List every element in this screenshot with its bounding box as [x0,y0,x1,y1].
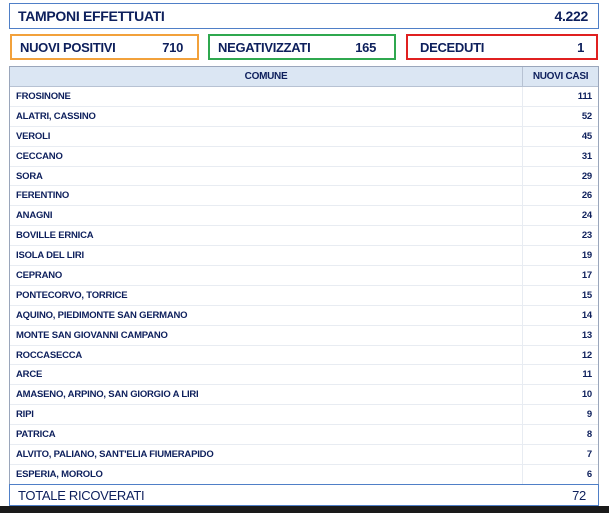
comune-cell: CEPRANO [10,266,523,286]
comune-cell: VEROLI [10,126,523,146]
nuovi-casi-cell: 52 [523,106,599,126]
comune-cell: ISOLA DEL LIRI [10,246,523,266]
table-row [10,345,598,365]
comune-cell: CECCANO [10,146,523,166]
nuovi-casi-cell: 11 [523,365,599,385]
comune-cell: ALATRI, CASSINO [10,106,523,126]
nuovi-casi-cell: 6 [523,464,599,484]
table-row [10,246,598,266]
table-row [10,87,598,107]
table-row [10,106,598,126]
table-row [10,266,598,286]
comune-cell: RIPI [10,405,523,425]
table-row [10,385,598,405]
nuovi-casi-cell: 15 [523,285,599,305]
negativizzati-value: 165 [355,39,376,55]
comuni-table [9,66,599,486]
nuovi-casi-cell: 26 [523,186,599,206]
table-body [10,87,598,485]
nuovi-casi-cell: 9 [523,405,599,425]
nuovi-casi-cell: 13 [523,325,599,345]
negativizzati-box [208,34,396,60]
table-row [10,405,598,425]
tamponi-label: TAMPONI EFFETTUATI [18,8,165,24]
comune-cell: ESPERIA, MOROLO [10,464,523,484]
table-row [10,425,598,445]
table-row [10,206,598,226]
comune-cell: PATRICA [10,425,523,445]
nuovi-casi-cell: 29 [523,166,599,186]
nuovi-casi-cell: 31 [523,146,599,166]
totale-box [9,484,599,506]
nuovi-casi-cell: 12 [523,345,599,365]
positivi-value: 710 [162,39,183,55]
nuovi-casi-cell: 8 [523,425,599,445]
nuovi-casi-cell: 45 [523,126,599,146]
positivi-box [10,34,199,60]
table-row [10,146,598,166]
nuovi-casi-cell: 14 [523,305,599,325]
table-row [10,325,598,345]
nuovi-casi-cell: 23 [523,226,599,246]
table-row [10,226,598,246]
nuovi-casi-cell: 7 [523,445,599,465]
table-row [10,365,598,385]
table-row [10,445,598,465]
nuovi-casi-cell: 24 [523,206,599,226]
table-row [10,305,598,325]
table-header-row [10,67,598,87]
negativizzati-label: NEGATIVIZZATI [218,39,311,55]
table-row [10,285,598,305]
comune-cell: AQUINO, PIEDIMONTE SAN GERMANO [10,305,523,325]
comune-cell: PONTECORVO, TORRICE [10,285,523,305]
comune-header: COMUNE [10,67,523,87]
comune-cell: ROCCASECCA [10,345,523,365]
comune-cell: BOVILLE ERNICA [10,226,523,246]
nuovi-casi-header: NUOVI CASI [523,67,599,87]
comune-cell: ANAGNI [10,206,523,226]
comune-cell: ALVITO, PALIANO, SANT'ELIA FIUMERAPIDO [10,445,523,465]
nuovi-casi-cell: 111 [523,87,599,107]
comune-cell: FERENTINO [10,186,523,206]
nuovi-casi-cell: 19 [523,246,599,266]
positivi-label: NUOVI POSITIVI [20,39,116,55]
comune-cell: FROSINONE [10,87,523,107]
comune-cell: SORA [10,166,523,186]
tamponi-box [9,3,599,29]
nuovi-casi-cell: 17 [523,266,599,286]
totale-label: TOTALE RICOVERATI [18,487,145,503]
comune-cell: AMASENO, ARPINO, SAN GIORGIO A LIRI [10,385,523,405]
deceduti-value: 1 [577,39,584,55]
table-row [10,464,598,484]
totale-value: 72 [572,487,586,503]
deceduti-label: DECEDUTI [420,39,485,55]
deceduti-box [406,34,598,60]
nuovi-casi-cell: 10 [523,385,599,405]
table-row [10,126,598,146]
comune-cell: ARCE [10,365,523,385]
comune-cell: MONTE SAN GIOVANNI CAMPANO [10,325,523,345]
table-row [10,186,598,206]
bottom-strip [0,506,609,513]
tamponi-value: 4.222 [554,8,588,24]
table-row [10,166,598,186]
